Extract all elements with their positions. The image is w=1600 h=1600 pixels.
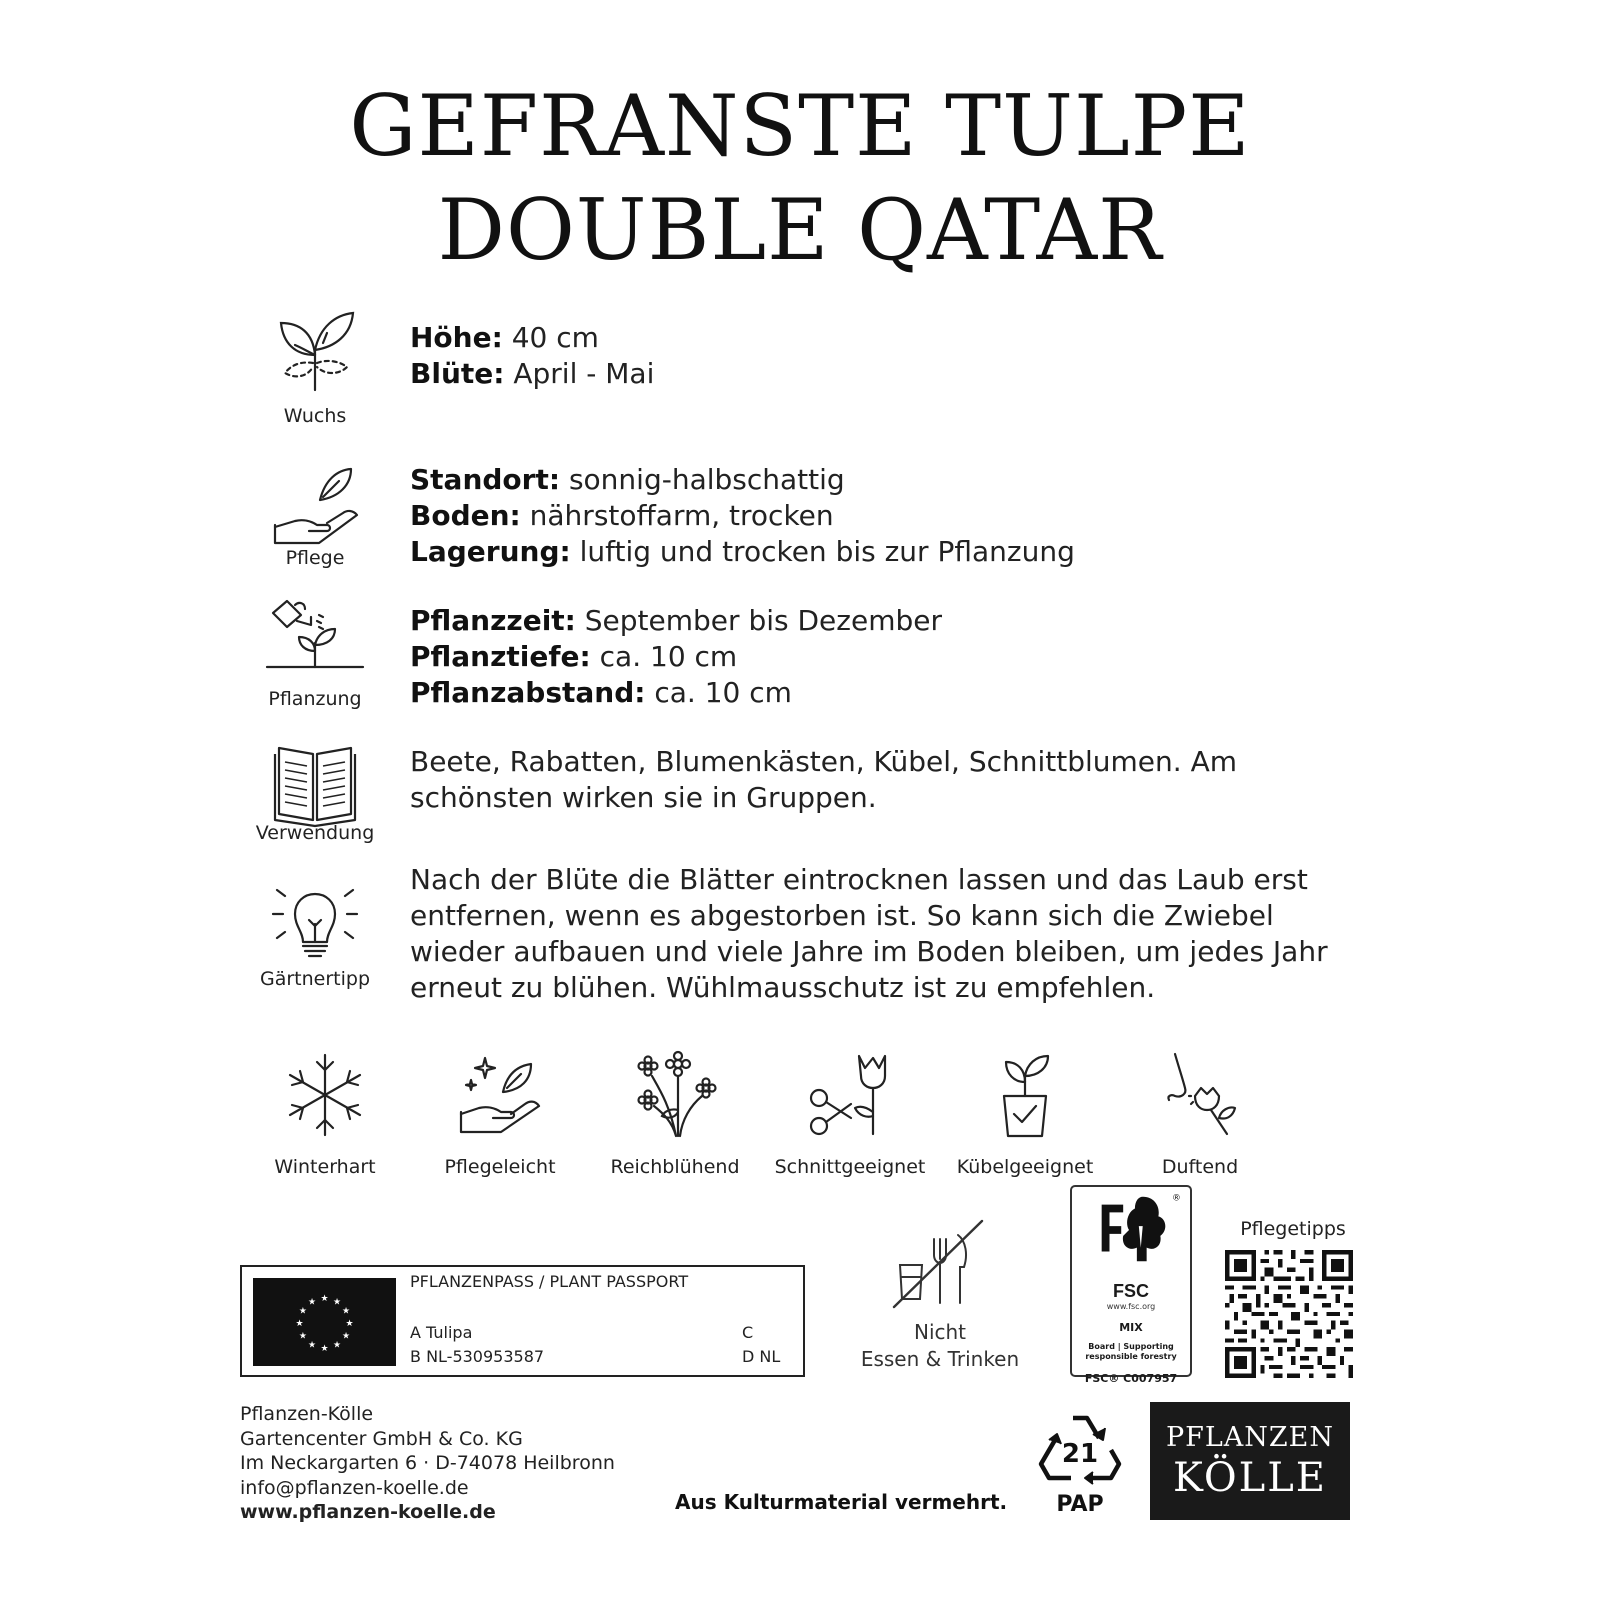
company-name: Pflanzen-Kölle: [240, 1403, 374, 1425]
passport-field-c: C: [742, 1323, 754, 1342]
watering-can-icon: [265, 595, 365, 685]
recycling-symbol: [1035, 1410, 1125, 1520]
fsc-url: www.fsc.org: [1106, 1302, 1156, 1311]
open-book-icon: [265, 740, 365, 830]
info-line: [410, 639, 1340, 675]
info-line: [410, 320, 1340, 356]
propagation-note: Aus Kulturmaterial vermehrt.: [675, 1490, 1008, 1514]
svg-text:★: ★: [320, 1344, 329, 1354]
section-caption: Pflanzung: [268, 688, 362, 710]
feature-label: Pflegeleicht: [444, 1156, 556, 1178]
feature-label: Kübelgeeignet: [956, 1156, 1094, 1178]
logo-line1: PFLANZEN: [1165, 1422, 1335, 1453]
info-line: [410, 603, 1340, 639]
info-line: [410, 534, 1340, 570]
info-value: ca. 10 cm: [645, 676, 792, 709]
info-label: Lagerung:: [410, 535, 571, 568]
fsc-mix: MIX: [1119, 1321, 1143, 1334]
recycling-code: PAP: [1056, 1492, 1104, 1517]
section-caption: Wuchs: [283, 405, 347, 427]
feature-duftend: [1115, 1050, 1285, 1190]
svg-text:★: ★: [342, 1331, 351, 1342]
svg-text:★: ★: [345, 1319, 354, 1329]
fsc-code: FSC® C007957: [1084, 1372, 1178, 1385]
passport-field-a: A Tulipa: [410, 1323, 473, 1342]
info-value: sonnig-halbschattig: [560, 463, 845, 496]
info-value: 40 cm: [502, 321, 599, 354]
not-edible-line2: Essen & Trinken: [860, 1347, 1020, 1371]
info-value: September bis Dezember: [575, 604, 942, 637]
flower-bouquet-icon: [630, 1050, 720, 1140]
feature-label: Reichblühend: [610, 1156, 740, 1178]
info-label: Boden:: [410, 499, 521, 532]
info-label: Pflanztiefe:: [410, 640, 591, 673]
info-value: April - Mai: [504, 357, 655, 390]
usage-text: Beete, Rabatten, Blumenkästen, Kübel, Schnittblumen. Am schönsten wirken sie in Gruppen.: [410, 745, 1237, 814]
feature-winterhart: [240, 1050, 410, 1190]
feature-label: Schnittgeeignet: [774, 1156, 926, 1178]
lightbulb-icon: [265, 880, 365, 970]
company-email[interactable]: info@pflanzen-koelle.de: [240, 1476, 469, 1499]
svg-text:★: ★: [298, 1331, 307, 1342]
not-edible-notice: [860, 1215, 1020, 1373]
scissors-tulip-icon: [805, 1050, 895, 1140]
info-line: [410, 462, 1340, 498]
info-value: luftig und trocken bis zur Pflanzung: [570, 535, 1075, 568]
fsc-label: [1070, 1185, 1192, 1385]
recycling-number: 21: [1061, 1439, 1099, 1469]
tip-text: Nach der Blüte die Blätter eintrocknen lassen und das Laub erst entfernen, wenn es abgestorben ist. So kann sich die Zwiebel wieder aufbauen und viele Jahre im Boden bleiben, um jedes Jahr erneut zu blühen. Wühlmausschutz ist zu empfehlen.: [410, 863, 1328, 1004]
logo-line2: KÖLLE: [1173, 1455, 1327, 1501]
qr-code-icon: [1225, 1250, 1353, 1378]
feature-kuebelgeeignet: [940, 1050, 1110, 1190]
info-label: Pflanzabstand:: [410, 676, 646, 709]
feature-reichbluehend: [590, 1050, 760, 1190]
product-title-line1: GEFRANSTE TULPE: [349, 77, 1251, 175]
company-street: Im Neckargarten 6 · D-74078 Heilbronn: [240, 1452, 615, 1474]
feature-label: Duftend: [1161, 1156, 1239, 1178]
qr-code[interactable]: [1225, 1250, 1353, 1378]
svg-text:★: ★: [320, 1294, 329, 1304]
hand-sparkle-leaf-icon: [455, 1050, 545, 1140]
info-label: Höhe:: [410, 321, 503, 354]
feature-pflegeleicht: [415, 1050, 585, 1190]
pflanzen-koelle-logo: [1150, 1402, 1350, 1520]
passport-field-b: B NL-530953587: [410, 1347, 545, 1366]
not-edible-line1: Nicht: [913, 1320, 967, 1344]
company-website[interactable]: www.pflanzen-koelle.de: [240, 1501, 496, 1523]
info-label: Blüte:: [410, 357, 505, 390]
fsc-board: Board | Supporting responsible forestry: [1085, 1342, 1177, 1361]
svg-text:★: ★: [295, 1319, 304, 1329]
svg-text:★: ★: [307, 1297, 317, 1308]
company-legal: Gartencenter GmbH & Co. KG: [240, 1427, 523, 1450]
hand-leaf-icon: [265, 455, 365, 545]
product-title-line2: DOUBLE QATAR: [437, 181, 1163, 279]
info-label: Pflanzzeit:: [410, 604, 576, 637]
fsc-name: FSC: [1113, 1281, 1149, 1301]
plant-passport: [240, 1265, 805, 1377]
qr-label: Pflegetipps: [1240, 1218, 1346, 1240]
info-line: [410, 675, 1340, 711]
section-caption: Pflege: [285, 547, 345, 569]
svg-text:★: ★: [307, 1340, 317, 1351]
passport-title: PFLANZENPASS / PLANT PASSPORT: [410, 1272, 689, 1291]
eu-flag-icon: [253, 1278, 396, 1366]
svg-text:★: ★: [298, 1306, 307, 1317]
section-caption: Gärtnertipp: [259, 968, 371, 990]
nose-flower-icon: [1155, 1050, 1245, 1140]
svg-text:★: ★: [332, 1340, 342, 1351]
section-caption: Verwendung: [255, 822, 375, 844]
info-line: [410, 356, 1340, 392]
svg-text:★: ★: [342, 1306, 351, 1317]
plant-growth-icon: [265, 305, 365, 395]
info-value: ca. 10 cm: [590, 640, 738, 673]
snowflake-icon: [280, 1050, 370, 1140]
info-line: [410, 498, 1340, 534]
feature-label: Winterhart: [274, 1156, 376, 1178]
company-address: [240, 1402, 615, 1525]
svg-text:★: ★: [332, 1297, 342, 1308]
recycling-triangle-icon: [1035, 1410, 1125, 1490]
info-value: nährstoffarm, trocken: [520, 499, 834, 532]
info-label: Standort:: [410, 463, 561, 496]
svg-text:®: ®: [1172, 1193, 1181, 1204]
feature-schnittgeeignet: [765, 1050, 935, 1190]
fsc-tree-icon: [1072, 1187, 1190, 1275]
potted-plant-icon: [980, 1050, 1070, 1140]
no-food-drink-icon: [890, 1215, 990, 1315]
passport-field-d: D NL: [742, 1347, 781, 1366]
